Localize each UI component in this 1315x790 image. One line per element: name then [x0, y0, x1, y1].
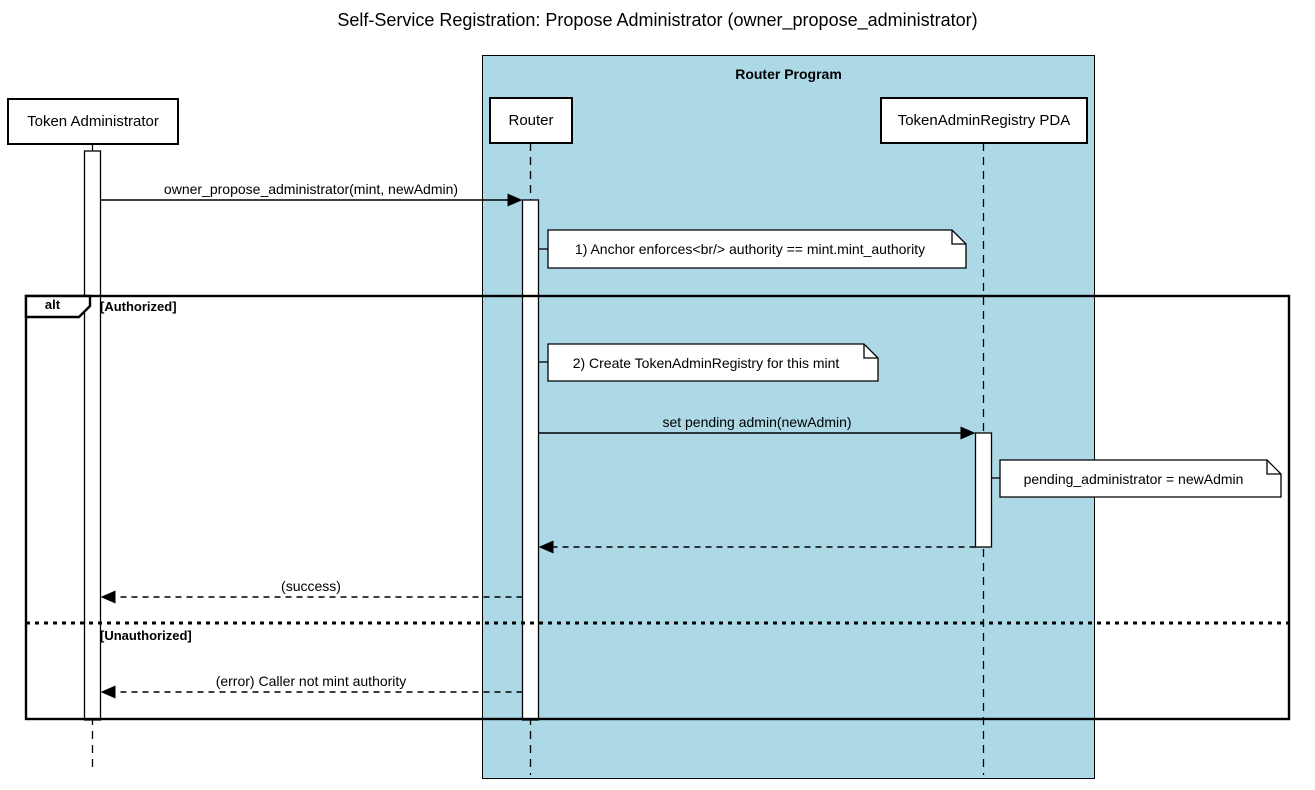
note-create-registry: 2) Create TokenAdminRegistry for this mint	[572, 354, 840, 371]
participant-registry-pda	[880, 97, 1088, 144]
participant-label: TokenAdminRegistry PDA	[897, 112, 1071, 129]
alt-condition-unauthorized: [Unauthorized]	[100, 628, 192, 643]
arrowhead-left-icon	[101, 686, 116, 699]
participant-label: Token Administrator	[27, 113, 159, 130]
arrowhead-right-icon	[508, 194, 523, 207]
arrowhead-left-icon	[101, 591, 116, 604]
message-label-error: (error) Caller not mint authority	[215, 673, 407, 689]
alt-condition-authorized: [Authorized]	[100, 299, 177, 314]
note-pending-administrator: pending_administrator = newAdmin	[1023, 470, 1244, 487]
arrowhead-right-icon	[961, 427, 976, 440]
participant-label: Router	[508, 112, 554, 129]
message-label-propose: owner_propose_administrator(mint, newAdmin)	[163, 181, 459, 197]
activation-bar-token-administrator	[85, 151, 101, 720]
diagram-title: Self-Service Registration: Propose Administrator (owner_propose_administrator)	[337, 10, 978, 30]
message-label-success: (success)	[281, 578, 341, 594]
participant-router	[489, 97, 573, 144]
arrowhead-left-icon	[539, 541, 554, 554]
message-label-set-pending: set pending admin(newAdmin)	[662, 414, 852, 430]
participant-token-administrator	[7, 98, 179, 145]
activation-bar-router	[523, 200, 539, 720]
activation-bar-registry-pda	[976, 433, 992, 547]
router-program-label: Router Program	[735, 66, 842, 82]
note-anchor-enforces: 1) Anchor enforces<br/> authority == mint.mint_authority	[574, 241, 926, 257]
alt-operator-label: alt	[44, 297, 61, 312]
